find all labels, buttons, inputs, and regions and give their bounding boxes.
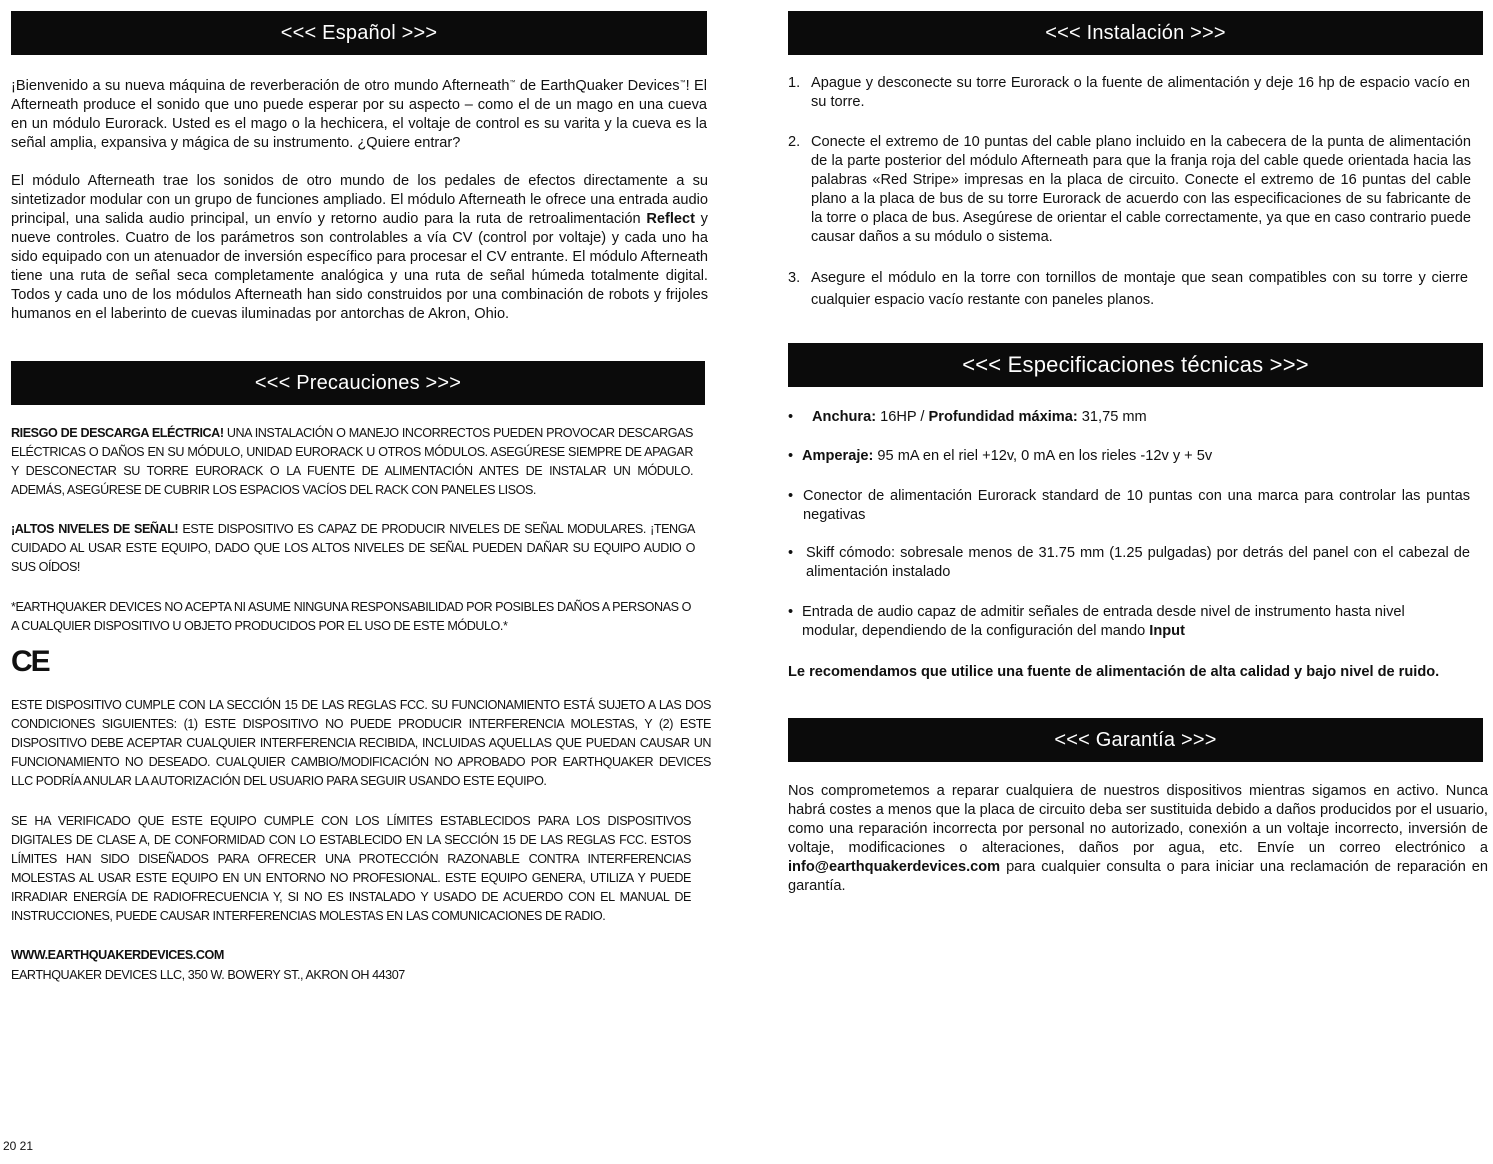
spec-bullet: • <box>788 604 794 620</box>
install-step-2 <box>788 133 1471 247</box>
install-step-2-number: 2. <box>788 134 801 150</box>
liability-disclaimer: *EARTHQUAKER DEVICES NO ACEPTA NI ASUME NINGUNA RESPONSABILIDAD POR POSIBLES DAÑOS A PERSONAS O A CUALQUIER DISPOSITIVO U OBJETO PRODUCIDOS POR EL USO DE ESTE MÓDULO.* <box>11 600 691 633</box>
company-address: EARTHQUAKER DEVICES LLC, 350 W. BOWERY ST., AKRON OH 44307 <box>11 968 405 982</box>
amperage-value: 95 mA en el riel +12v, 0 mA en los rieles -12v y + 5v <box>873 448 1213 464</box>
instalacion-heading-text: <<< Instalación >>> <box>1045 21 1226 44</box>
page-numbers: 20 21 <box>3 1139 34 1153</box>
spec-bullet: • <box>788 488 794 504</box>
spec-bullet: • <box>788 448 794 464</box>
depth-label: Profundidad máxima: <box>928 409 1078 425</box>
fcc-compliance-paragraph: ESTE DISPOSITIVO CUMPLE CON LA SECCIÓN 15 DE LAS REGLAS FCC. SU FUNCIONAMIENTO ESTÁ SUJETO A LAS DOS CONDICIONES SIGUIENTES: (1) ESTE DISPOSITIVO NO PUEDE PRODUCIR INTERFERENCIA MOLESTAS, Y (2) ESTE DISPOSITIVO DEBE ACEPTAR CUALQUIER INTERFERENCIA RECIBIDA, INCLUIDAS AQUELLAS QUE PUEDAN CAUSAR UN FUNCIONAMIENTO NO DESEADO. CUALQUIER CAMBIO/MODIFICACIÓN NO APROBADO POR EARTHQUAKER DEVICES LLC PODRÍA ANULAR LA AUTORIZACIÓN DEL USUARIO PARA SEGUIR USANDO ESTE EQUIPO. <box>11 698 711 788</box>
instalacion-heading <box>788 11 1483 55</box>
spec-power-connector <box>788 487 1470 525</box>
spec-audio-input-text <box>788 603 1460 641</box>
amperage-label: Amperaje: <box>802 448 874 464</box>
especificaciones-heading-text: <<< Especificaciones técnicas >>> <box>962 352 1309 377</box>
power-recommendation: Le recomendamos que utilice una fuente de alimentación de alta calidad y bajo nivel de ruido. <box>788 664 1440 680</box>
install-step-2-text: Conecte el extremo de 10 puntas del cable plano incluido en la cabecera de la punta de alimentación de la parte posterior del módulo Afterneath para que la franja roja del cable quede orientada hacia las palabras «Red Stripe» impresas en la placa de circuito. Conecte el extremo de 16 puntas del cable plano a la placa de bus de su torre Eurorack de acuerdo con las especificaciones de su fabricante de la torre o placa de bus. Asegúrese de orientar el cable correctamente, ya que en caso contrario puede causar daños a su módulo o sistema. <box>811 134 1471 245</box>
precauciones-heading-text: <<< Precauciones >>> <box>254 371 462 394</box>
input-control-term: Input <box>1149 623 1185 639</box>
espanol-heading-text: <<< Español >>> <box>280 21 438 44</box>
warranty-text-a: Nos comprometemos a reparar cualquiera de nuestros dispositivos mientras sigamos en activo. Nunca habrá costes a menos que la placa de circuito deba ser sustituida debido a daños producidos por el usuario, como una reparación incorrecta por personal no autorizado, conexión a un voltaje incorrecto, inversión de voltaje, modificaciones o alteraciones, daños por agua, etc. Envíe un correo electrónico a <box>788 783 1488 856</box>
spec-audio-input <box>788 603 1460 641</box>
intro-paragraph <box>11 74 707 153</box>
spec-skiff-friendly <box>788 544 1470 582</box>
install-step-1 <box>788 74 1470 112</box>
depth-value: 31,75 mm <box>1077 409 1147 425</box>
intro-text-a: ¡Bienvenido a su nueva máquina de reverberación de otro mundo Afterneath <box>11 77 510 94</box>
especificaciones-heading <box>788 343 1483 387</box>
spec-dimensions-text <box>812 408 1147 427</box>
warranty-text-b: para cualquier consulta o para iniciar una reclamación de reparación en garantía. <box>788 859 1488 894</box>
website-link[interactable]: WWW.EARTHQUAKERDEVICES.COM <box>11 948 224 962</box>
electric-shock-warning-text: UNA INSTALACIÓN O MANEJO INCORRECTOS PUEDEN PROVOCAR DESCARGAS ELÉCTRICAS O DAÑOS EN SU MÓDULO, UNIDAD EURORACK U OTROS MÓDULOS. ASEGÚRESE SIEMPRE DE APAGAR Y DESCONECTAR SU TORRE EURORACK O LA FUENTE DE ALIMENTACIÓN ANTES DE INSTALAR UN MÓDULO. ADEMÁS, ASEGÚRESE DE CUBRIR LOS ESPACIOS VACÍOS DEL RACK CON PANELES LISOS. <box>11 426 693 497</box>
install-step-1-text <box>788 74 1470 112</box>
spec-audio-input-body: Entrada de audio capaz de admitir señales de entrada desde nivel de instrumento hasta nivel modular, dependiendo de la configuración del mando <box>802 604 1405 639</box>
trademark-mark-2: ™ <box>679 80 686 86</box>
width-value: 16HP / <box>876 409 929 425</box>
garantia-heading <box>788 718 1483 762</box>
install-step-1-number: 1. <box>788 75 801 91</box>
width-label: Anchura: <box>812 409 877 425</box>
signal-level-warning-title: ¡ALTOS NIVELES DE SEÑAL! <box>11 522 179 536</box>
spec-power-connector-text <box>803 487 1470 525</box>
module-desc-text-a: El módulo Afterneath trae los sonidos de otro mundo de los pedales de efectos directamente a su sintetizador modular con un grupo de funciones ampliado. El módulo Afterneath le ofrece una entrada audio principal, una salida audio principal, un envío y retorno audio para la ruta de retroalimentación <box>11 173 708 227</box>
module-desc-text-b: y nueve controles. Cuatro de los parámetros son controlables a vía CV (control por voltaje) y cada uno ha sido equipado con un atenuador de inversión específico para procesar el CV entrante. El módulo Afterneath tiene una ruta de señal seca completamente analógica y una ruta de señal húmeda totalmente digital. Todos y cada uno de los módulos Afterneath han sido construidos por una combinación de robots y frijoles humanos en el laberinto de cuevas iluminadas por antorchas de Akron, Ohio. <box>11 211 708 322</box>
spec-current-draw-text <box>802 447 1212 466</box>
spec-bullet: • <box>788 545 794 561</box>
trademark-mark: ™ <box>509 80 516 86</box>
module-description-paragraph <box>11 172 708 324</box>
signal-level-warning-text: ESTE DISPOSITIVO ES CAPAZ DE PRODUCIR NIVELES DE SEÑAL MODULARES. ¡TENGA CUIDADO AL USAR ESTE EQUIPO, DADO QUE LOS ALTOS NIVELES DE SEÑAL PUEDEN DAÑAR SU EQUIPO AUDIO O SUS OÍDOS! <box>11 522 695 574</box>
intro-text-b: de EarthQuaker Devices <box>515 77 680 94</box>
ce-mark-icon: CE <box>11 645 49 678</box>
spec-current-draw <box>788 447 1470 466</box>
electric-shock-warning <box>11 424 693 500</box>
spec-skiff-friendly-text: Skiff cómodo: sobresale menos de 31.75 mm (1.25 pulgadas) por detrás del panel con el cabezal de alimentación instalado <box>806 545 1470 580</box>
spec-dimensions <box>788 408 1470 427</box>
install-step-1-text-body: Apague y desconecte su torre Eurorack o la fuente de alimentación y deje 16 hp de espacio vacío en su torre. <box>811 75 1470 110</box>
warranty-paragraph <box>788 782 1488 896</box>
signal-level-warning <box>11 520 695 577</box>
precauciones-heading <box>11 361 705 405</box>
install-step-3-text: Asegure el módulo en la torre con tornillos de montaje que sean compatibles con su torre y cierre cualquier espacio vacío restante con paneles planos. <box>811 270 1468 308</box>
garantia-heading-text: <<< Garantía >>> <box>1054 728 1217 751</box>
install-step-3 <box>788 267 1468 311</box>
electric-shock-warning-title: RIESGO DE DESCARGA ELÉCTRICA! <box>11 426 224 440</box>
spec-bullet: • <box>788 409 794 425</box>
spec-power-connector-wrap <box>788 487 1470 525</box>
spec-power-connector-body: Conector de alimentación Eurorack standard de 10 puntas con una marca para controlar las puntas negativas <box>803 488 1470 523</box>
intro-text-c: ! El Afterneath produce el sonido que uno puede esperar por su aspecto – como el de un mago en una cueva en un módulo Eurorack. Usted es el mago o la hechicera, el voltaje de control es su varita y la cueva es la señal amplia, expansiva y mágica de su instrumento. ¿Quiere entrar? <box>11 77 708 151</box>
reflect-term: Reflect <box>646 211 695 227</box>
espanol-heading <box>11 11 707 55</box>
fcc-class-a-paragraph: SE HA VERIFICADO QUE ESTE EQUIPO CUMPLE CON LOS LÍMITES ESTABLECIDOS PARA LOS DISPOSITIVOS DIGITALES DE CLASE A, DE CONFORMIDAD CON LO ESTABLECIDO EN LA SECCIÓN 15 DE LAS REGLAS FCC. ESTOS LÍMITES HAN SIDO DISEÑADOS PARA OFRECER UNA PROTECCIÓN RAZONABLE CONTRA INTERFERENCIAS MOLESTAS AL USAR ESTE EQUIPO EN UN ENTORNO NO PROFESIONAL. ESTE EQUIPO GENERA, UTILIZA Y PUEDE IRRADIAR ENERGÍA DE RADIOFRECUENCIA Y, SI NO ES INSTALADO Y USADO DE ACUERDO CON EL MANUAL DE INSTRUCCIONES, PUEDE CAUSAR INTERFERENCIAS MOLESTAS EN LAS COMUNICACIONES DE RADIO. <box>11 814 691 923</box>
install-step-3-number: 3. <box>788 270 801 286</box>
support-email-link[interactable]: info@earthquakerdevices.com <box>788 859 1001 875</box>
